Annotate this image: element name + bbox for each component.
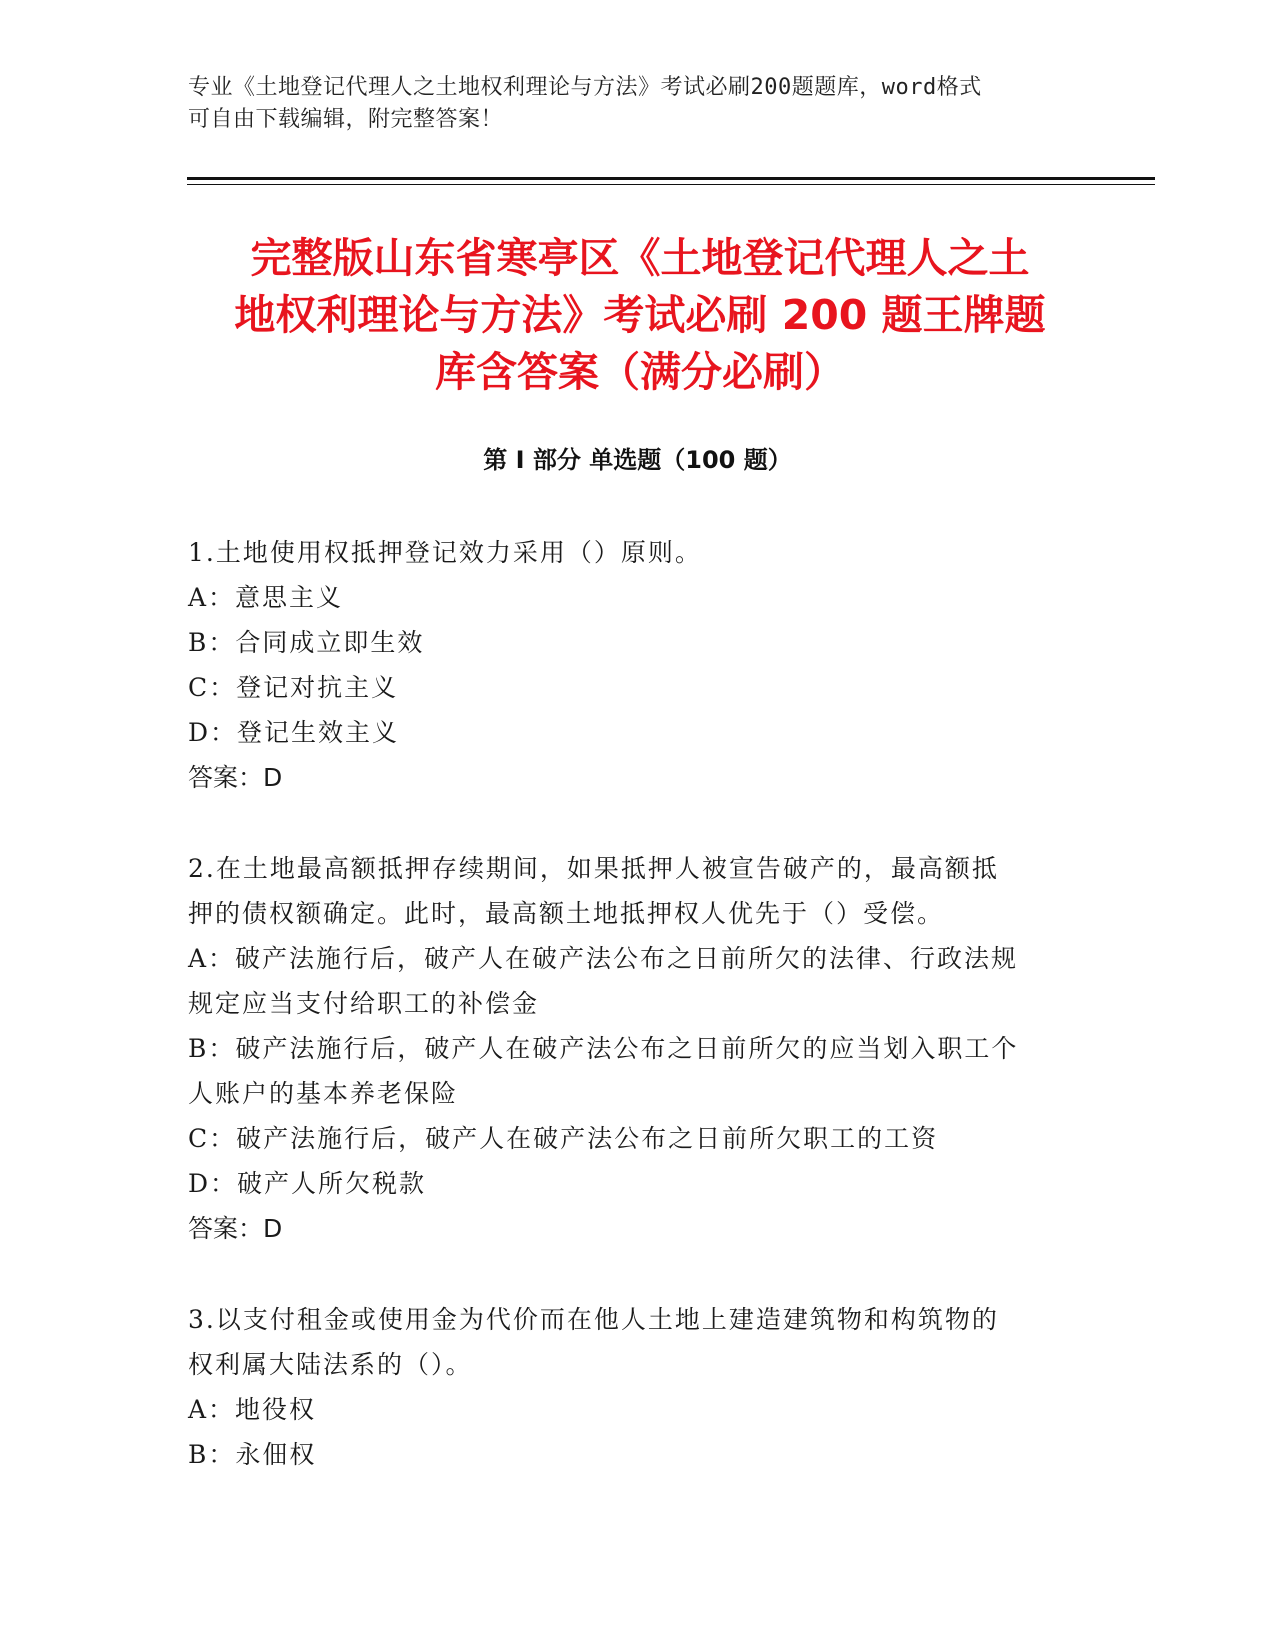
question-stem: 2.在土地最高额抵押存续期间，如果抵押人被宣告破产的，最高额抵	[188, 854, 999, 883]
header-divider-thick	[187, 177, 1155, 180]
answer: 答案：D	[188, 763, 283, 792]
section-heading: 第 I 部分 单选题（100 题）	[483, 446, 792, 474]
option-b-continued: 人账户的基本养老保险	[188, 1079, 459, 1108]
option-c: C：破产法施行后，破产人在破产法公布之日前所欠职工的工资	[188, 1124, 939, 1153]
question-stem-continued: 押的债权额确定。此时，最高额土地抵押权人优先于（）受偿。	[188, 899, 945, 928]
header-note-line-1: 专业《土地登记代理人之土地权利理论与方法》考试必刷200题题库，word格式	[188, 75, 982, 100]
option-c: C：登记对抗主义	[188, 673, 399, 702]
option-a-continued: 规定应当支付给职工的补偿金	[188, 989, 540, 1018]
question-1	[188, 530, 1088, 800]
answer: 答案：D	[188, 1214, 283, 1243]
header-divider-thin	[187, 184, 1155, 185]
option-b: B：合同成立即生效	[188, 628, 425, 657]
question-list	[188, 530, 1088, 1523]
option-a: A：意思主义	[188, 583, 344, 612]
question-stem: 3.以支付租金或使用金为代价而在他人土地上建造建筑物和构筑物的	[188, 1305, 999, 1334]
option-d: D：登记生效主义	[188, 718, 400, 747]
document-title-line-2: 地权利理论与方法》考试必刷 200 题王牌题	[234, 291, 1046, 339]
question-3	[188, 1297, 1088, 1477]
option-a: A：地役权	[188, 1395, 317, 1424]
document-title	[190, 230, 1090, 401]
document-title-line-1: 完整版山东省寒亭区《土地登记代理人之土	[250, 234, 1030, 282]
header-note	[188, 72, 1068, 136]
option-d: D：破产人所欠税款	[188, 1169, 427, 1198]
document-title-line-3: 库含答案（满分必刷）	[435, 348, 845, 396]
option-b: B：破产法施行后，破产人在破产法公布之日前所欠的应当划入职工个	[188, 1034, 1019, 1063]
header-note-line-2: 可自由下载编辑，附完整答案！	[188, 107, 504, 132]
question-stem: 1.土地使用权抵押登记效力采用（）原则。	[188, 538, 702, 567]
option-b: B：永佃权	[188, 1440, 317, 1469]
question-2	[188, 846, 1088, 1251]
option-a: A：破产法施行后，破产人在破产法公布之日前所欠的法律、行政法规	[188, 944, 1019, 973]
question-stem-continued: 权利属大陆法系的（）。	[188, 1350, 473, 1379]
